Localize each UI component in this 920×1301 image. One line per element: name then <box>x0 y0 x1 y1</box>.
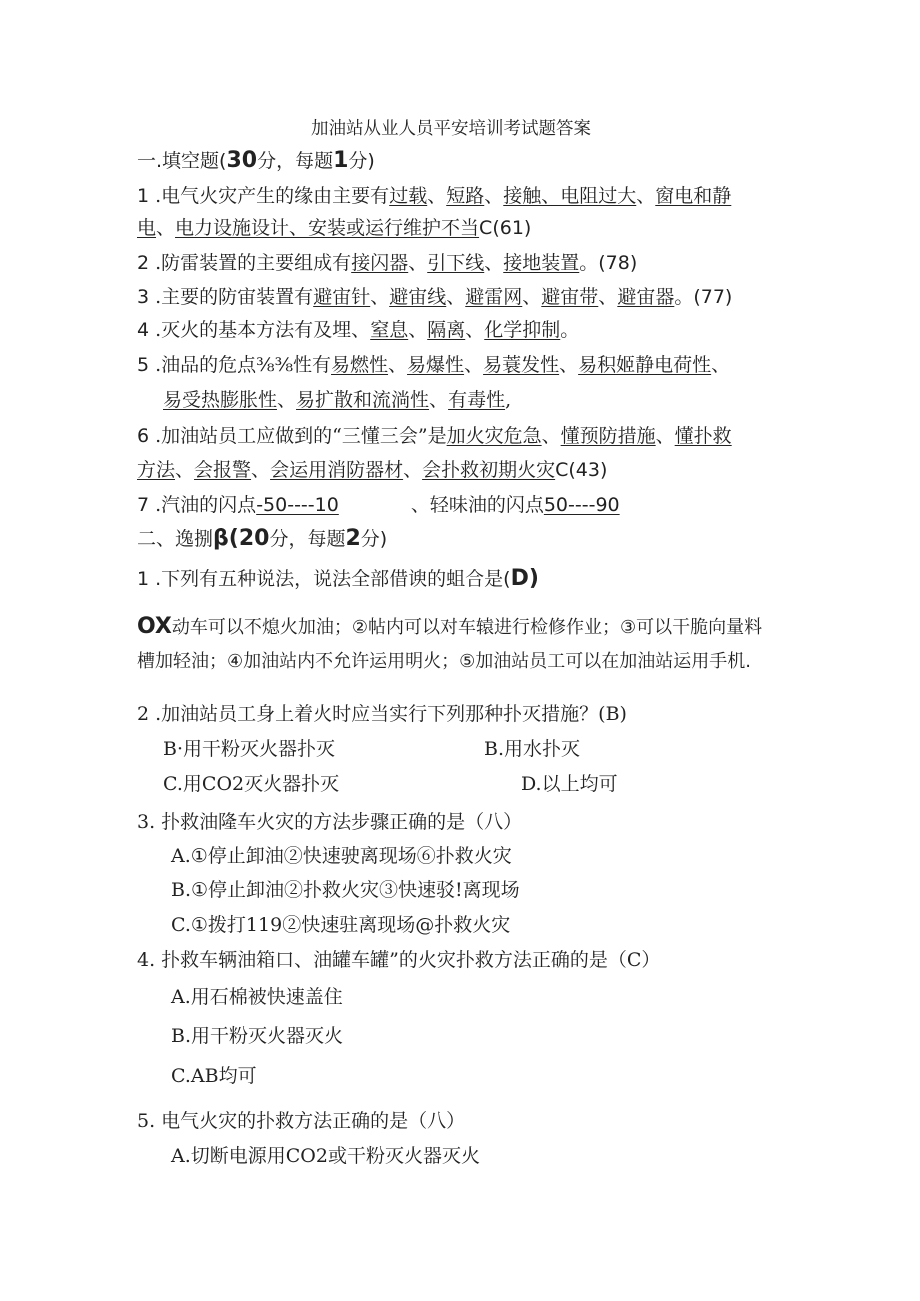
choice-4-option-b: B.用干粉灭火器灭火 <box>171 1025 344 1047</box>
choice-question-3: 3. 扑救油隆车火灾的方法步骤正确的是（八） <box>137 811 523 833</box>
choice-question-1-body-cont: 槽加轻油；④加油站内不允许运用明火；⑤加油站员工可以在加油站运用手机. <box>137 651 751 672</box>
fill-question-6: 6 .加油站员工应做到的“三懂三会”是加火灾危急、懂预防措施、懂扑救 <box>137 425 732 447</box>
choice-2-option-c: C.用CO2灭火器扑灭 <box>163 773 340 795</box>
document-title: 加油站从业人员平安培训考试题答案 <box>311 119 591 139</box>
choice-2-option-d: D.以上均可 <box>521 773 618 795</box>
choice-3-option-b: B.①停止卸油②扑救火灾③快速驳!离现场 <box>171 879 520 901</box>
choice-2-option-b: B·用干粉灭火器扑灭 <box>163 738 336 760</box>
fill-question-6-cont: 方法、会报警、会运用消防器材、会扑救初期火灾C(43) <box>137 459 608 481</box>
choice-4-option-a: A.用石棉被快速盖住 <box>171 986 343 1008</box>
fill-question-1-cont: 电、电力设施设计、安装或运行维护不当C(61) <box>137 217 532 239</box>
choice-question-5: 5. 电气火灾的扑救方法正确的是（八） <box>137 1110 466 1132</box>
section-choice-heading: 二、逸捌β(20分，每题2分) <box>137 526 388 551</box>
section-fill-in-heading: 一.填空题(30分，每题1分) <box>137 148 375 173</box>
fill-question-7: 7 .汽油的闪点-50----10 、轻味油的闪点50----90 <box>137 494 620 516</box>
choice-question-1-body: OX动车可以不熄火加油；②帖内可以对车辕进行检修作业；③可以干脆向量料 <box>137 614 763 639</box>
fill-question-3: 3 .主要的防宙装置有避宙针、避宙线、避雷网、避宙带、避宙器。(77) <box>137 286 733 308</box>
fill-question-1: 1 .电气火灾产生的缘由主要有过载、短路、接触、电阻过大、窗电和静 <box>137 185 732 207</box>
choice-2-option-b-water: B.用水扑灭 <box>484 738 581 760</box>
choice-4-option-c: C.AB均可 <box>171 1065 257 1087</box>
fill-question-5-cont: 易受热膨胀性、易扩散和流淌性、有毒性, <box>163 389 512 411</box>
fill-question-2: 2 .防雷装置的主要组成有接闪器、引下线、接地装置。(78) <box>137 252 638 274</box>
choice-3-option-a: A.①停止卸油②快速驶离现场⑥扑救火灾 <box>171 845 512 867</box>
fill-question-4: 4 .灭火的基本方法有及埋、窒息、隔离、化学抑制。 <box>137 319 580 341</box>
choice-5-option-a: A.切断电源用CO2或干粉灭火器灭火 <box>171 1145 480 1167</box>
choice-question-2: 2 .加油站员工身上着火时应当实行下列那种扑灭措施？(B) <box>137 703 627 725</box>
choice-question-4: 4. 扑救车辆油箱口、油罐车罐”的火灾扑救方法正确的是（C） <box>137 949 661 971</box>
choice-question-1: 1 .下列有五种说法，说法全部借谀的蛆合是(D) <box>137 566 539 591</box>
fill-question-5: 5 .油品的危点⅜⅜性有易燃性、易爆性、易蓑发性、易积姬静电荷性、 <box>137 354 731 376</box>
choice-3-option-c: C.①拨打119②快速驻离现场@扑救火灾 <box>171 914 511 936</box>
